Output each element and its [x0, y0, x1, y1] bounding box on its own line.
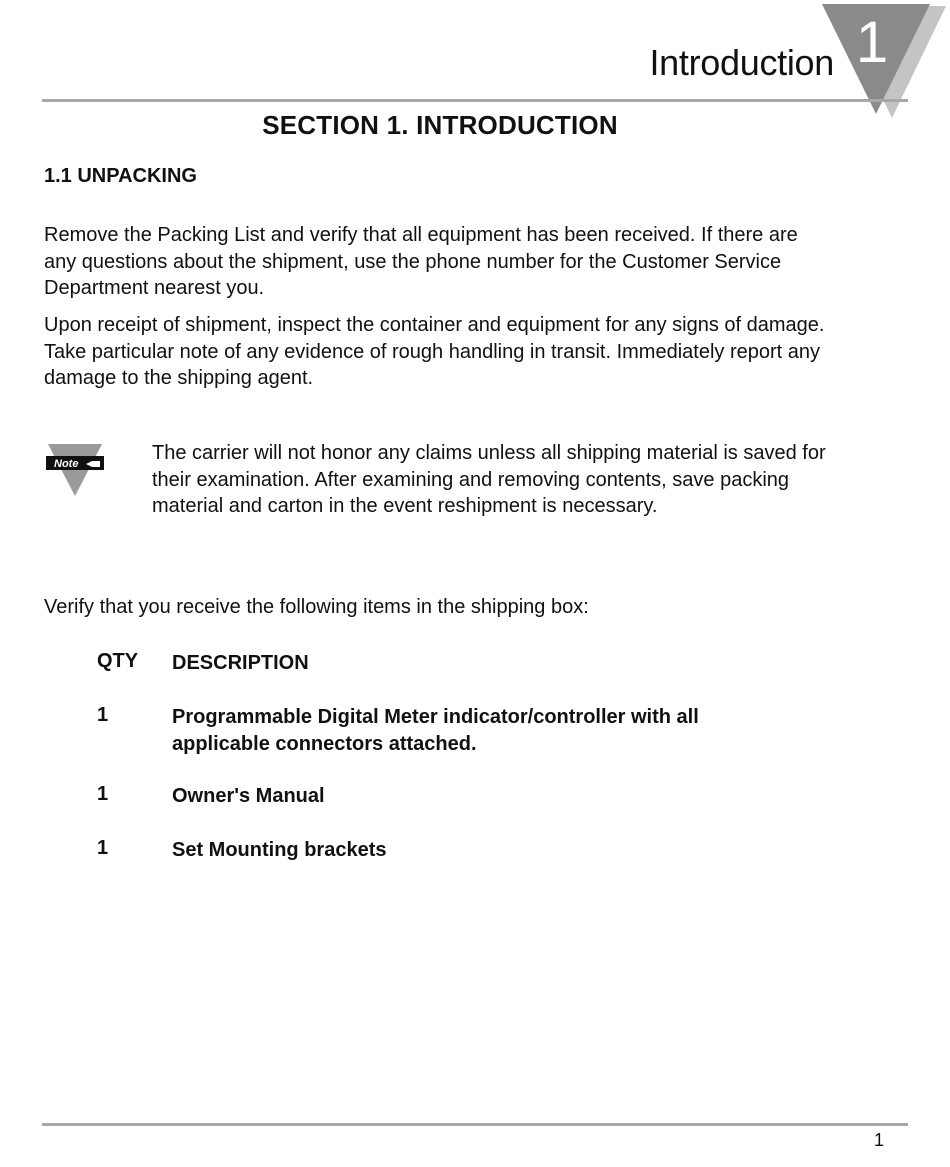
row-description: Set Mounting brackets: [172, 839, 387, 861]
header-qty: QTY: [97, 650, 139, 672]
header-description: DESCRIPTION: [172, 652, 309, 674]
row-description: Owner's Manual: [172, 785, 325, 807]
note-text: The carrier will not honor any claims unless all shipping material is saved for their examination. After examining and removing contents, save packing material and carton in the event reshipment is necessary.: [152, 442, 826, 517]
row-qty: 1: [97, 837, 109, 859]
verify-text: Verify that you receive the following items in the shipping box:: [44, 596, 589, 618]
row-qty: 1: [97, 704, 109, 726]
chapter-tab-icon: [818, 0, 950, 120]
section-title: SECTION 1. INTRODUCTION: [262, 110, 618, 140]
paragraph-inspect-damage: Upon receipt of shipment, inspect the container and equipment for any signs of damage. Take particular note of any evidence of rough handling in transit. Immediately report any damage to the shipping agent.: [44, 314, 825, 389]
note-icon-label: Note: [54, 458, 79, 470]
subsection-heading: 1.1 UNPACKING: [44, 165, 197, 187]
page-number: 1: [874, 1130, 885, 1150]
row-description: Programmable Digital Meter indicator/controller with all applicable connectors attached.: [172, 706, 699, 755]
row-qty: 1: [97, 783, 109, 805]
footer-rule: [42, 1123, 908, 1126]
note-pointing-hand-icon: [44, 442, 106, 498]
paragraph-packing-list: Remove the Packing List and verify that all equipment has been received. If there are any questions about the shipment, use the phone number for the Customer Service Department nearest you.: [44, 224, 798, 299]
header-rule: [42, 99, 908, 102]
chapter-title: Introduction: [649, 42, 834, 83]
chapter-number: 1: [855, 10, 889, 75]
